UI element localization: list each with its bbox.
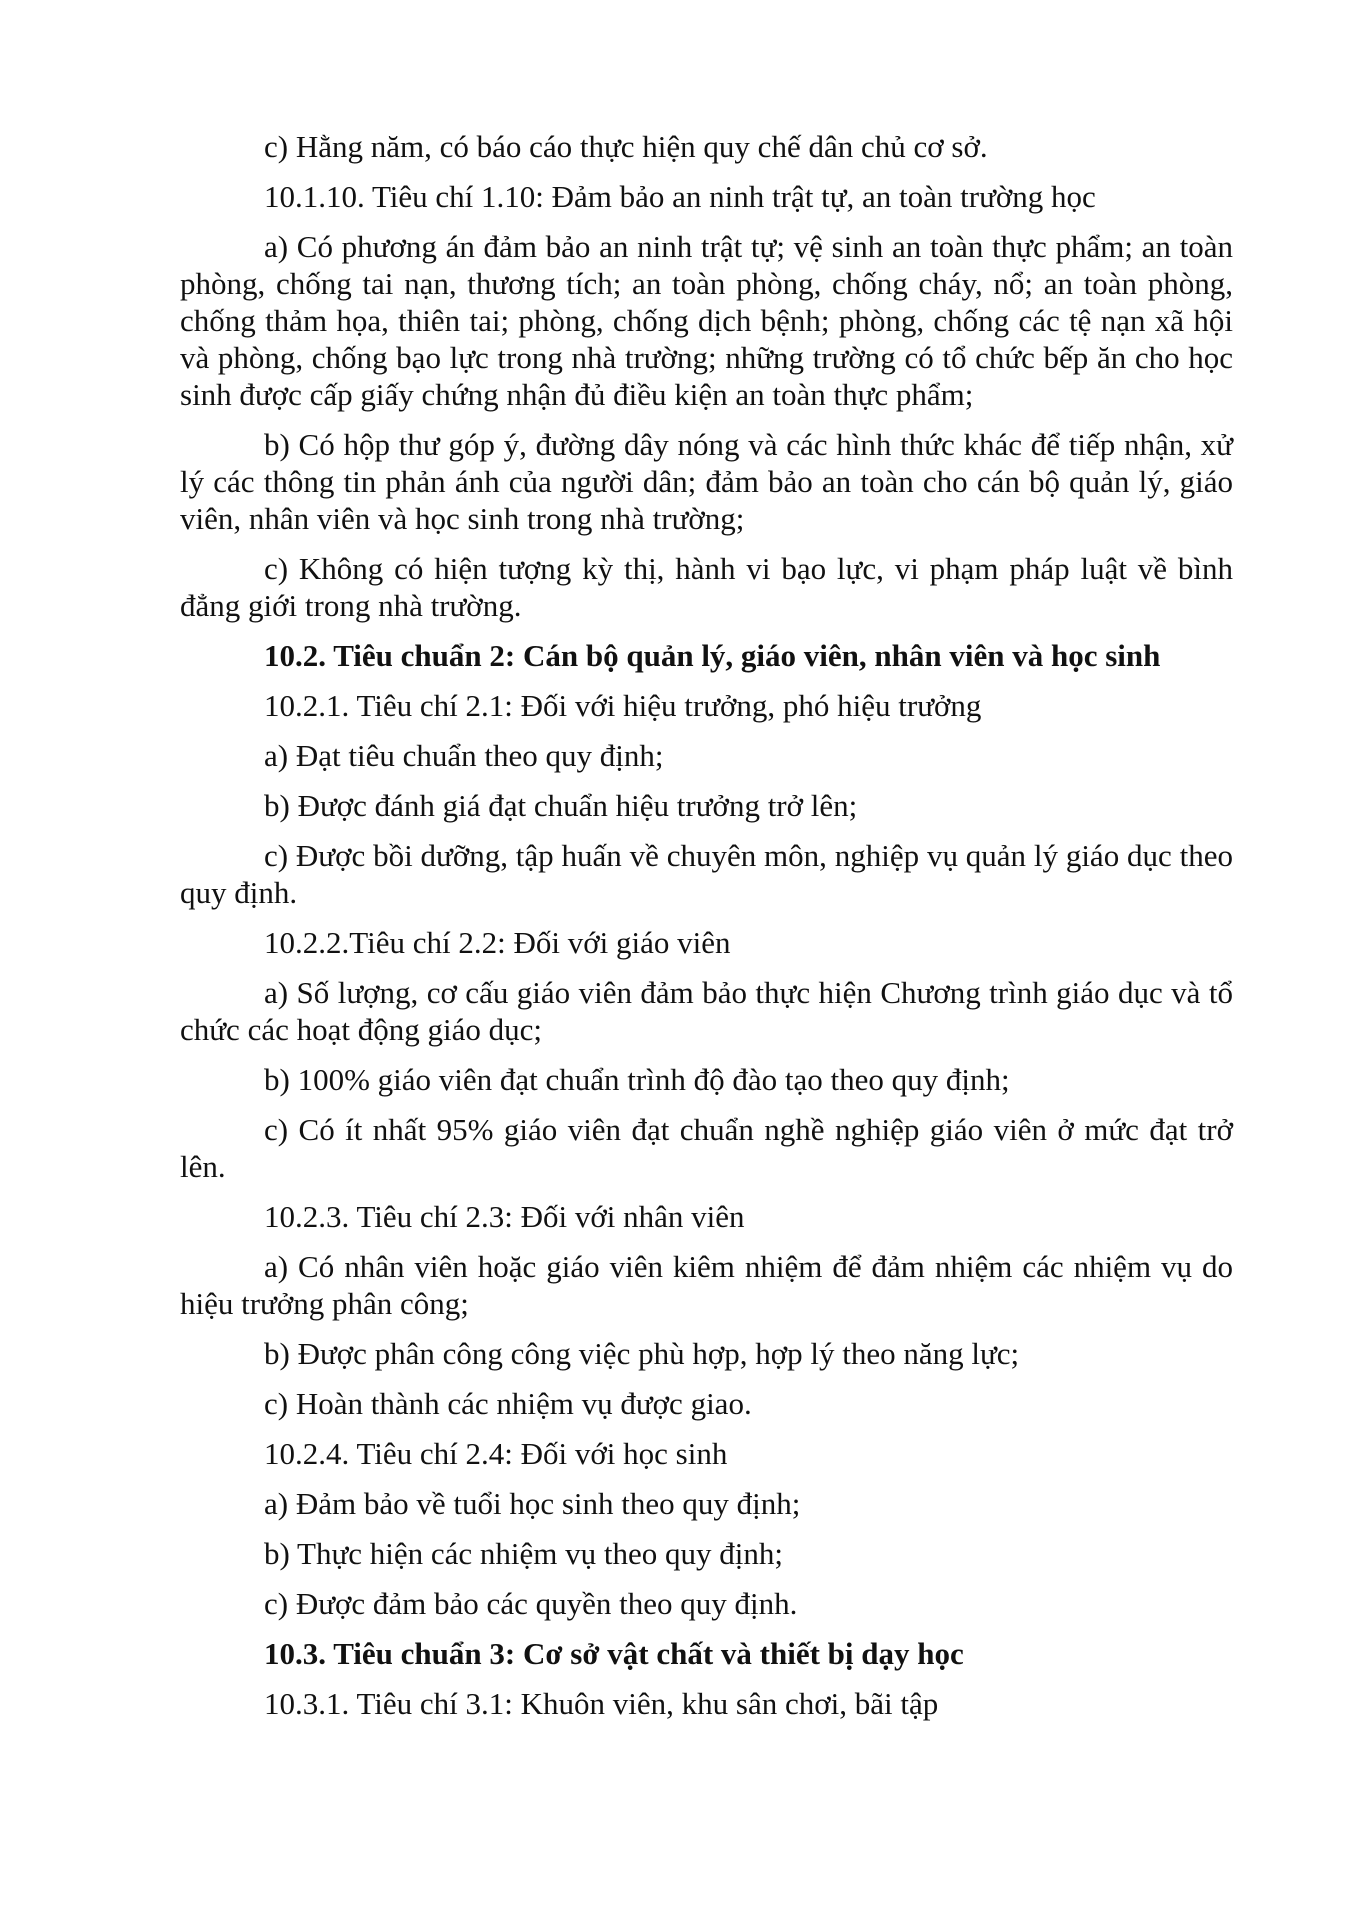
criterion-heading: 10.2.3. Tiêu chí 2.3: Đối với nhân viên	[264, 1199, 745, 1234]
paragraph: c) Được đảm bảo các quyền theo quy định.	[264, 1586, 798, 1621]
criterion-heading: 10.2.1. Tiêu chí 2.1: Đối với hiệu trưởng, phó hiệu trưởng	[264, 688, 982, 723]
paragraph: b) Được phân công công việc phù hợp, hợp lý theo năng lực;	[264, 1336, 1020, 1371]
paragraph: b) Có hộp thư góp ý, đường dây nóng và các hình thức khác để tiếp nhận, xử lý các thông tin phản ánh của người dân; đảm bảo an toàn cho cán bộ quản lý, giáo viên, nhân viên và học sinh trong nhà trường;	[180, 427, 1233, 536]
paragraph: b) Được đánh giá đạt chuẩn hiệu trưởng trở lên;	[264, 788, 858, 823]
paragraph: c) Không có hiện tượng kỳ thị, hành vi bạo lực, vi phạm pháp luật về bình đẳng giới trong nhà trường.	[180, 551, 1233, 623]
paragraph: a) Đảm bảo về tuổi học sinh theo quy định;	[264, 1486, 801, 1521]
paragraph: c) Hằng năm, có báo cáo thực hiện quy chế dân chủ cơ sở.	[264, 129, 988, 164]
paragraph: a) Có nhân viên hoặc giáo viên kiêm nhiệm để đảm nhiệm các nhiệm vụ do hiệu trưởng phân công;	[180, 1249, 1233, 1321]
criterion-heading: 10.3.1. Tiêu chí 3.1: Khuôn viên, khu sân chơi, bãi tập	[264, 1686, 939, 1721]
paragraph: c) Có ít nhất 95% giáo viên đạt chuẩn nghề nghiệp giáo viên ở mức đạt trở lên.	[180, 1112, 1233, 1184]
standard-heading: 10.3. Tiêu chuẩn 3: Cơ sở vật chất và thiết bị dạy học	[264, 1636, 964, 1671]
paragraph: a) Đạt tiêu chuẩn theo quy định;	[264, 738, 664, 773]
paragraph: b) 100% giáo viên đạt chuẩn trình độ đào tạo theo quy định;	[264, 1062, 1010, 1097]
criterion-heading: 10.1.10. Tiêu chí 1.10: Đảm bảo an ninh trật tự, an toàn trường học	[264, 179, 1096, 214]
paragraph: c) Hoàn thành các nhiệm vụ được giao.	[264, 1386, 752, 1421]
standard-heading: 10.2. Tiêu chuẩn 2: Cán bộ quản lý, giáo viên, nhân viên và học sinh	[264, 638, 1161, 673]
criterion-heading: 10.2.4. Tiêu chí 2.4: Đối với học sinh	[264, 1436, 728, 1471]
paragraph: c) Được bồi dưỡng, tập huấn về chuyên môn, nghiệp vụ quản lý giáo dục theo quy định.	[180, 838, 1233, 910]
paragraph: a) Có phương án đảm bảo an ninh trật tự; vệ sinh an toàn thực phẩm; an toàn phòng, chống tai nạn, thương tích; an toàn phòng, chống cháy, nổ; an toàn phòng, chống thảm họa, thiên tai; phòng, chống dịch bệnh; phòng, chống các tệ nạn xã hội và phòng, chống bạo lực trong nhà trường; những trường có tổ chức bếp ăn cho học sinh được cấp giấy chứng nhận đủ điều kiện an toàn thực phẩm;	[180, 229, 1233, 412]
paragraph: a) Số lượng, cơ cấu giáo viên đảm bảo thực hiện Chương trình giáo dục và tổ chức các hoạt động giáo dục;	[180, 975, 1233, 1047]
paragraph: b) Thực hiện các nhiệm vụ theo quy định;	[264, 1536, 783, 1571]
criterion-heading: 10.2.2.Tiêu chí 2.2: Đối với giáo viên	[264, 925, 731, 960]
document-body	[180, 128, 1233, 1735]
